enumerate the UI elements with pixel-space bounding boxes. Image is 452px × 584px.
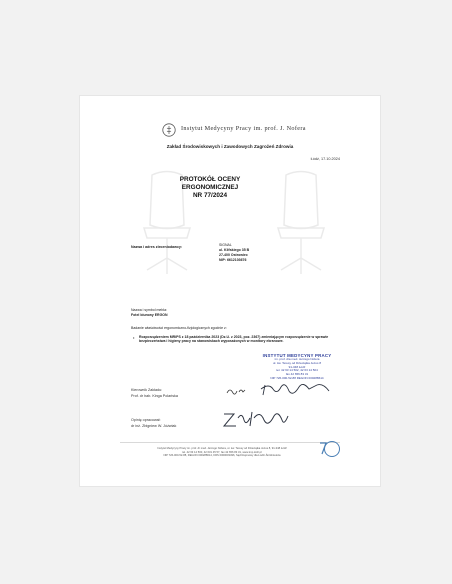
- stamp-line: 91-348 Łódź: [288, 364, 306, 369]
- client-city: 27-400 Ostrowiec: [219, 253, 248, 257]
- client-street: ul. Klifskiego 35 B: [219, 248, 250, 252]
- title-line-2: ERGONOMICZNEJ: [181, 184, 239, 191]
- footer-line: NIP 726-000-52-88, REGON 000288614, KRS 0000003496, Sąd Rejonowy dla Łodzi-Śródmieścia: [163, 454, 281, 458]
- chair-watermark-icon: [266, 170, 336, 280]
- institute-stamp: [251, 353, 343, 381]
- title-line-1: PROTOKÓŁ OCENY: [179, 176, 241, 183]
- stamp-line: tel. 42 63 14 502, 42 63 14 504: [276, 368, 318, 373]
- place-date: Łódź, 17.10.2024: [310, 157, 340, 161]
- title-line-3: NR 77/2024: [192, 192, 228, 199]
- stamp-line: im. prof. dra med. Jerzego Nofera: [274, 357, 320, 361]
- stamp-title: INSTYTUT MEDYCYNY PRACY: [262, 353, 332, 358]
- client-name: SIGNAL: [219, 243, 232, 247]
- head-of-unit-label: Kierownik Zakładu:: [131, 388, 163, 392]
- head-of-unit-signature-icon: [225, 379, 335, 399]
- client-nip: NIP: 6612103676: [219, 258, 247, 262]
- furniture-label: Nazwa i symbol mebla:: [131, 308, 167, 312]
- footer-line: Instytut Medycyny Pracy im. prof. dr med. Jerzego Nofera, ul. św. Teresy od Dzieciątka Jezus 8, 91-348 Łódź: [157, 447, 287, 450]
- furniture-value: Fotel biurowy ERGON: [131, 313, 168, 317]
- author-name: dr inż. Zbigniew W. Jóźwiak: [131, 424, 177, 428]
- document-page: [80, 96, 380, 486]
- furniture-block: [131, 308, 168, 318]
- client-address: [219, 243, 249, 263]
- footer-line: tel. 42 63 14 500, 42 631 45 57, fax 42 656 83 31, www.imp.lodz.pl: [182, 450, 262, 454]
- author-signature-icon: [220, 408, 292, 430]
- assessment-intro: Badanie właściwości ergonomiczno-fizjologicznych zgodnie z:: [131, 326, 227, 330]
- bullet-icon: •: [133, 335, 135, 340]
- institute-name: Instytut Medycyny Pracy im. prof. J. Nofera: [181, 125, 306, 132]
- protocol-title: [160, 176, 260, 200]
- client-label: Nazwa i adres zleceniodawcy:: [131, 245, 183, 249]
- stamp-line: fax 42 656 83 31: [285, 372, 309, 377]
- anniversary-logo-icon: [318, 439, 342, 459]
- head-of-unit-name: Prof. dr hab. Kinga Polańska: [131, 394, 178, 398]
- stamp-line: ul. św. Teresy od Dzieciątka Jezus 8: [273, 360, 321, 365]
- author-label: Opinię opracował:: [131, 418, 161, 422]
- footer: [132, 447, 312, 458]
- stamp-line: NIP 726-000-52-88 REGON 000288614: [270, 375, 324, 380]
- assessment-regulation: Rozporządzeniem MRiPS z 18 października 2023 (Dz.U. z 2023, poz. 2367) zmieniającym rozporządzenie w sprawie bezpieczeństwa i higieny pracy na stanowiskach wyposażonych w monitory ekranowe.: [139, 335, 329, 344]
- department-name: Zakład Środowiskowych i Zawodowych Zagrożeń Zdrowia: [166, 144, 294, 149]
- institute-logo-icon: [162, 123, 176, 137]
- footer-divider: [120, 442, 340, 443]
